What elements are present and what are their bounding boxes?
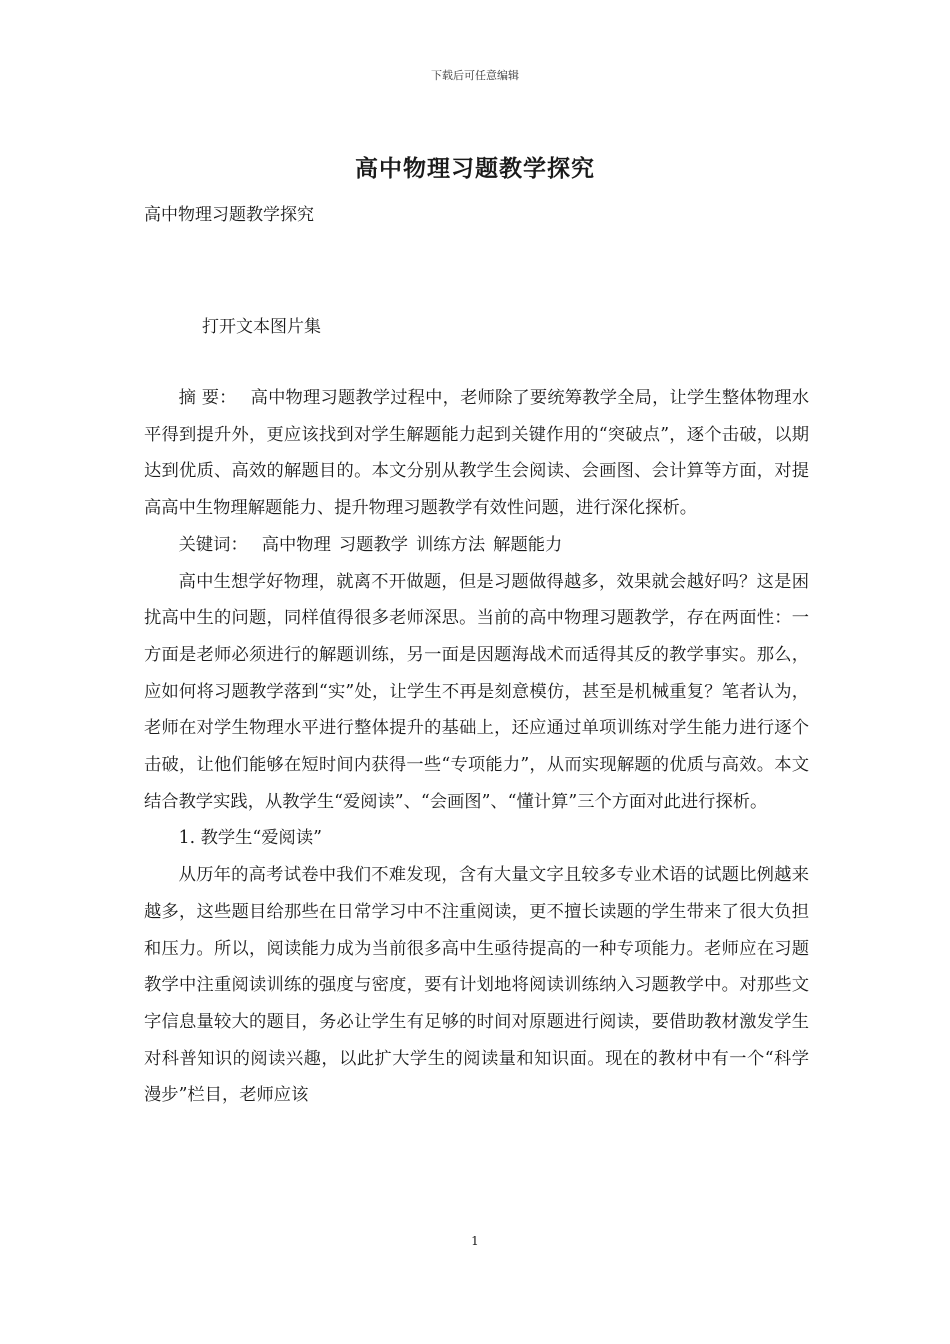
keywords-list (262, 535, 571, 555)
open-image-gallery-link[interactable]: 打开文本图片集 (202, 317, 321, 337)
keyword-item: 习题教学 (338, 534, 409, 555)
abstract-text: 高中物理习题教学过程中，老师除了要统筹教学全局，让学生整体物理水平得到提升外，更应该找到对学生解题能力起到关键作用的“突破点”，逐个击破，以期达到优质、高效的解题目的。本文分别从教学生会阅读、会画图、会计算等方面，对提高高中生物理解题能力、提升物理习题教学有效性问题，进行深化探析。 (144, 388, 809, 519)
page-number: 1 (471, 1234, 479, 1248)
keyword-item: 高中物理 (261, 534, 331, 555)
abstract-label: 摘 要： (178, 388, 237, 408)
abstract-paragraph (144, 380, 809, 527)
keyword-item: 解题能力 (493, 534, 563, 555)
section-heading: 1. 教学生“爱阅读” (178, 828, 322, 849)
keyword-item: 训练方法 (416, 534, 486, 555)
section-paragraph: 从历年的高考试卷中我们不难发现，含有大量文字且较多专业术语的试题比例越来越多，这些题目给那些在日常学习中不注重阅读，更不擅长读题的学生带来了很大负担和压力。所以，阅读能力成为当前很多高中生亟待提高的一种专项能力。老师应在习题教学中注重阅读训练的强度与密度，要有计划地将阅读训练纳入习题教学中。对那些文字信息量较大的题目，务必让学生有足够的时间对原题进行阅读，要借助教材激发学生对科普知识的阅读兴趣，以此扩大学生的阅读量和知识面。现在的教材中有一个“科学漫步”栏目，老师应该 (144, 865, 809, 1106)
article-body (144, 380, 809, 1114)
header-note: 下载后可任意编辑 (431, 69, 519, 82)
intro-paragraph: 高中生想学好物理，就离不开做题，但是习题做得越多，效果就会越好吗？这是困扰高中生的问题，同样值得很多老师深思。当前的高中物理习题教学，存在两面性：一方面是老师必须进行的解题训练，另一面是因题海战术而适得其反的教学事实。那么，应如何将习题教学落到“实”处，让学生不再是刻意模仿，甚至是机械重复？笔者认为，老师在对学生物理水平进行整体提升的基础上，还应通过单项训练对学生能力进行逐个击破，让他们能够在短时间内获得一些“专项能力”，从而实现解题的优质与高效。本文结合教学实践，从教学生“爱阅读”、“会画图”、“懂计算”三个方面对此进行探析。 (144, 571, 809, 812)
document-title: 高中物理习题教学探究 (355, 155, 595, 182)
keywords-paragraph (144, 527, 809, 564)
document-subtitle: 高中物理习题教学探究 (144, 205, 314, 225)
keywords-label: 关键词： (178, 534, 248, 555)
